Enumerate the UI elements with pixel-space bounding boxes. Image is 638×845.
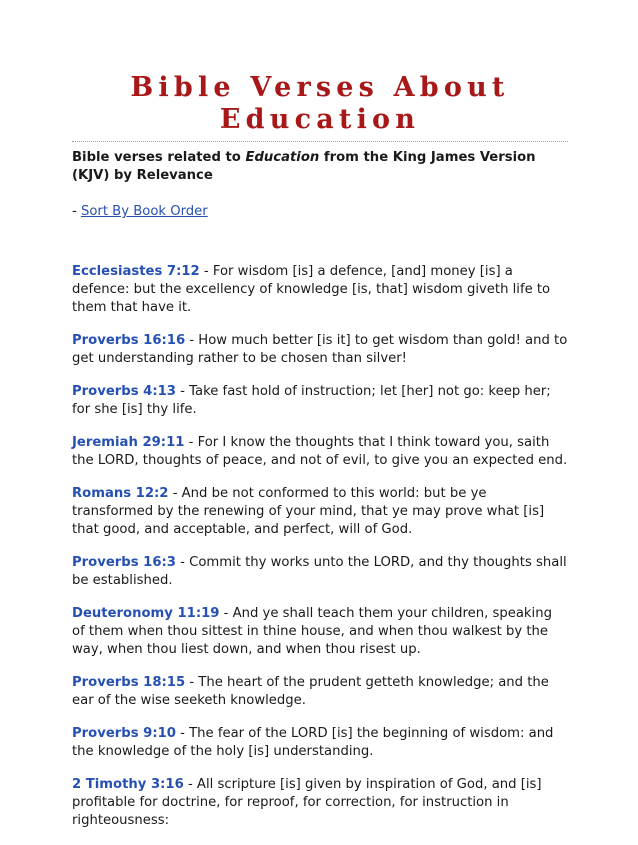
verse-separator: - bbox=[184, 435, 198, 450]
page-title bbox=[72, 72, 568, 136]
verse-reference-link[interactable]: Proverbs 18:15 bbox=[72, 675, 186, 690]
verse-text: For wisdom [is] a defence, [and] money [is] a defence: but the excellency of knowledge [is, that] wisdom giveth life to them that have it. bbox=[72, 264, 551, 315]
document-page bbox=[72, 0, 568, 845]
verse-text: For I know the thoughts that I think toward you, saith the LORD, thoughts of peace, and not of evil, to give you an expected end. bbox=[72, 435, 568, 468]
title-line-1: Bible Verses About bbox=[130, 72, 510, 103]
verse-text: And be not conformed to this world: but be ye transformed by the renewing of your mind, that ye may prove what [is] that good, and acceptable, and perfect, will of God. bbox=[72, 486, 545, 537]
verse-separator: - bbox=[175, 726, 190, 741]
subtitle-topic: Education bbox=[245, 150, 320, 165]
verse-item bbox=[72, 554, 568, 590]
sort-by-book-order-link[interactable]: Sort By Book Order bbox=[80, 204, 208, 219]
title-line-2: Education bbox=[219, 104, 421, 135]
verse-item bbox=[72, 725, 568, 761]
verse-text: The fear of the LORD [is] the beginning of wisdom: and the knowledge of the holy [is] understanding. bbox=[72, 726, 554, 759]
subtitle bbox=[72, 149, 568, 185]
verse-text: And ye shall teach them your children, speaking of them when thou sittest in thine house, and when thou walkest by the way, when thou liest down, and when thou risest up. bbox=[72, 606, 552, 657]
verse-reference-link[interactable]: Romans 12:2 bbox=[72, 486, 169, 501]
verse-item bbox=[72, 674, 568, 710]
verse-item bbox=[72, 605, 568, 659]
verse-item bbox=[72, 332, 568, 368]
verse-separator: - bbox=[185, 333, 199, 348]
sort-prefix: - bbox=[72, 204, 81, 219]
verse-reference-link[interactable]: Ecclesiastes 7:12 bbox=[72, 264, 200, 279]
verse-text: Commit thy works unto the LORD, and thy thoughts shall be established. bbox=[72, 555, 567, 588]
verse-separator: - bbox=[168, 486, 182, 501]
verse-item bbox=[72, 434, 568, 470]
verse-item bbox=[72, 776, 568, 830]
title-divider bbox=[72, 141, 568, 142]
verse-reference-link[interactable]: 2 Timothy 3:16 bbox=[72, 777, 184, 792]
verse-item bbox=[72, 383, 568, 419]
verse-separator: - bbox=[185, 675, 199, 690]
verse-separator: - bbox=[175, 555, 190, 570]
subtitle-suffix: from the King James Version (KJV) by Relevance bbox=[72, 150, 536, 183]
verse-reference-link[interactable]: Proverbs 4:13 bbox=[72, 384, 176, 399]
verse-separator: - bbox=[219, 606, 233, 621]
verse-text: The heart of the prudent getteth knowledge; and the ear of the wise seeketh knowledge. bbox=[72, 675, 549, 708]
verse-text: How much better [is it] to get wisdom than gold! and to get understanding rather to be chosen than silver! bbox=[72, 333, 568, 366]
verse-separator: - bbox=[199, 264, 213, 279]
verse-separator: - bbox=[175, 384, 190, 399]
verse-reference-link[interactable]: Proverbs 9:10 bbox=[72, 726, 176, 741]
verse-text: All scripture [is] given by inspiration of God, and [is] profitable for doctrine, for reproof, for correction, for instruction in righteousness: bbox=[72, 777, 542, 828]
verse-separator: - bbox=[183, 777, 197, 792]
verse-list bbox=[72, 263, 568, 830]
verse-reference-link[interactable]: Proverbs 16:3 bbox=[72, 555, 176, 570]
verse-text: Take fast hold of instruction; let [her] not go: keep her; for she [is] thy life. bbox=[72, 384, 551, 417]
verse-item bbox=[72, 485, 568, 539]
verse-reference-link[interactable]: Proverbs 16:16 bbox=[72, 333, 186, 348]
subtitle-prefix: Bible verses related to bbox=[72, 150, 246, 165]
verse-reference-link[interactable]: Deuteronomy 11:19 bbox=[72, 606, 220, 621]
sort-line bbox=[72, 203, 568, 221]
verse-item bbox=[72, 263, 568, 317]
verse-reference-link[interactable]: Jeremiah 29:11 bbox=[72, 435, 185, 450]
